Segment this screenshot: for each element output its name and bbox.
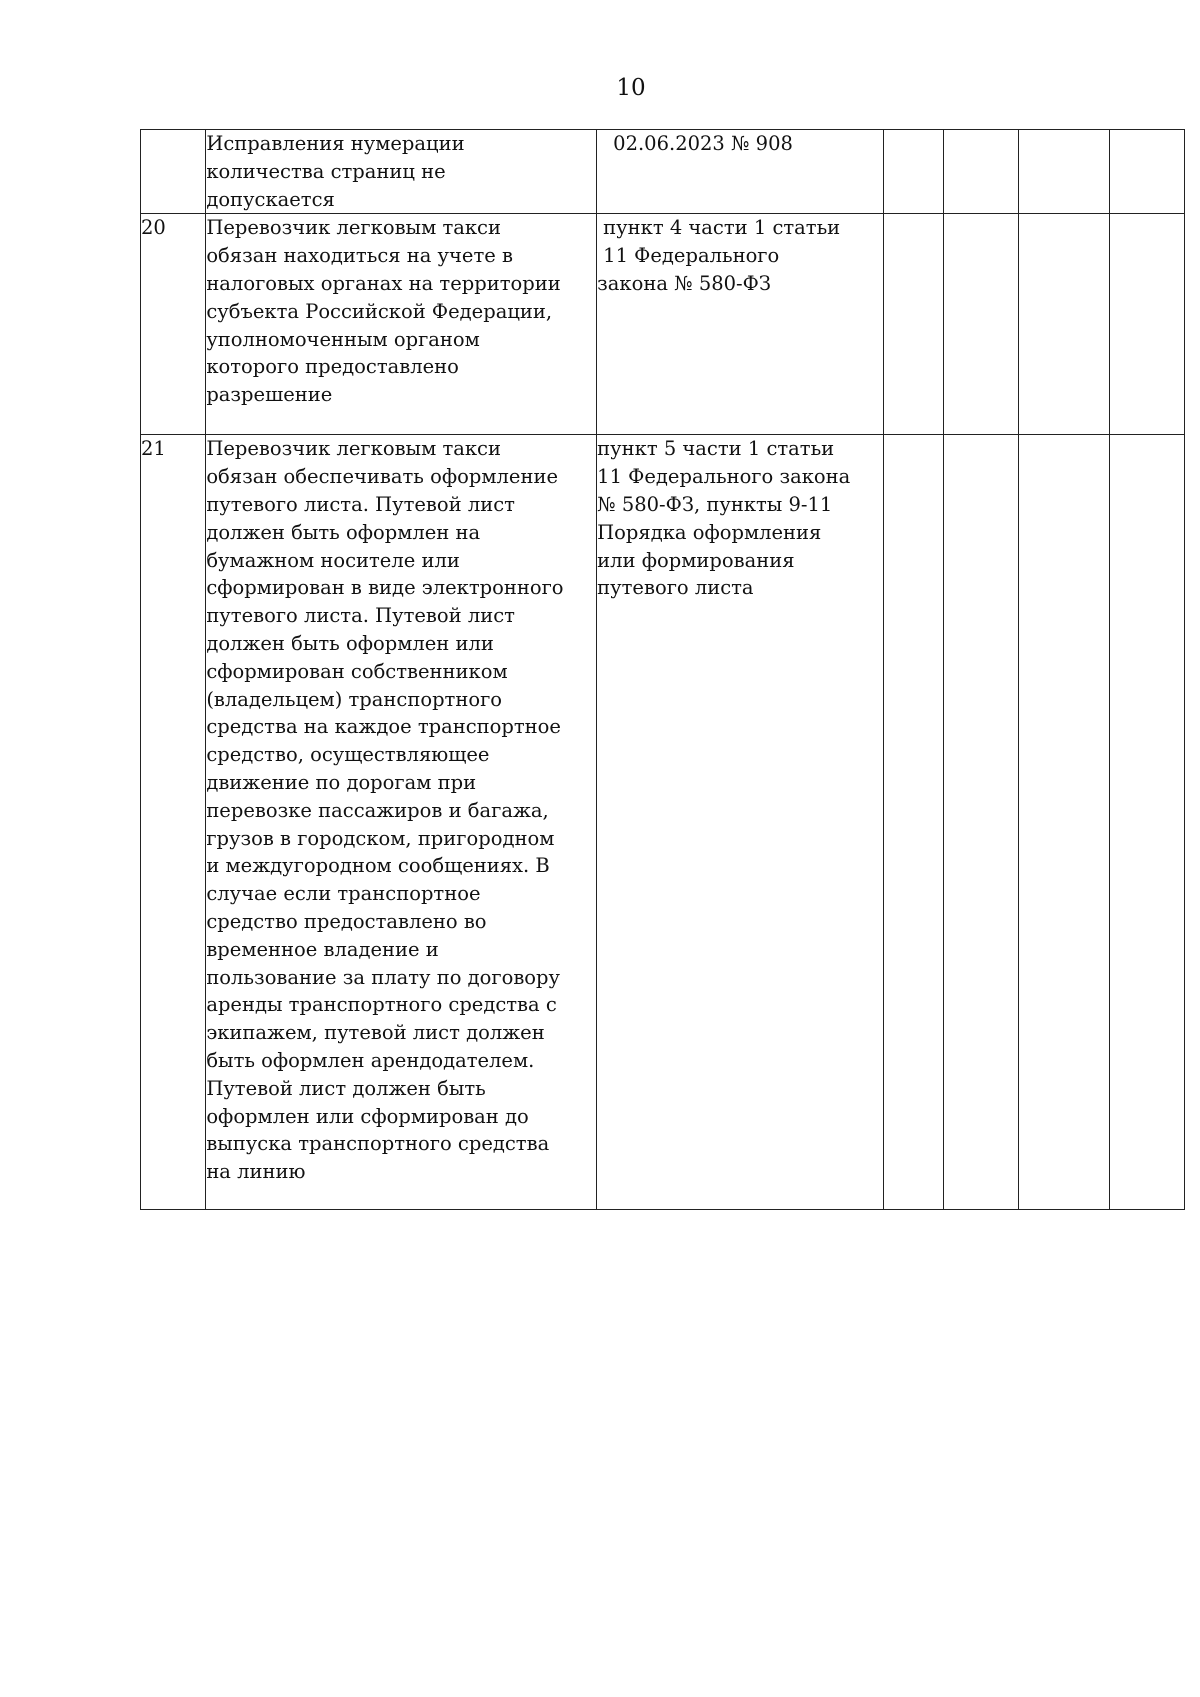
reference-cell <box>597 214 883 435</box>
requirement-line: обязан обеспечивать оформление <box>206 465 558 489</box>
requirement-line: Перевозчик легковым такси <box>206 216 501 240</box>
requirement-line: налоговых органах на территории <box>206 271 561 295</box>
requirement-line: временное владение и <box>206 937 439 961</box>
reference-line: 11 Федерального <box>603 244 780 268</box>
empty-cell <box>1109 435 1184 1210</box>
reference-line: № 580-ФЗ, пункты 9-11 <box>597 492 833 516</box>
reference-cell <box>597 130 883 214</box>
requirement-line: и междугородном сообщениях. В <box>206 854 550 878</box>
empty-cell <box>1019 214 1109 435</box>
requirement-line: субъекта Российской Федерации, <box>206 299 553 323</box>
requirement-line: должен быть оформлен на <box>206 520 481 544</box>
requirement-line: выпуска транспортного средства <box>206 1132 550 1156</box>
requirement-line: перевозке пассажиров и багажа, <box>206 798 549 822</box>
table-row <box>141 130 1185 214</box>
requirement-line: (владельцем) транспортного <box>206 687 503 711</box>
requirement-line: аренды транспортного средства с <box>206 993 557 1017</box>
requirement-line: оформлен или сформирован до <box>206 1104 529 1128</box>
reference-line: 11 Федерального закона <box>597 465 851 489</box>
requirement-line: обязан находиться на учете в <box>206 244 513 268</box>
reference-line: 02.06.2023 № 908 <box>613 132 793 155</box>
empty-cell <box>883 130 943 214</box>
requirement-line: сформирован в виде электронного <box>206 576 564 600</box>
requirement-line: бумажном носителе или <box>206 548 460 572</box>
empty-cell <box>1019 130 1109 214</box>
requirement-line: путевого листа. Путевой лист <box>206 492 515 516</box>
table-row <box>141 435 1185 1210</box>
reference-line: или формирования <box>597 548 795 572</box>
requirement-line: движение по дорогам при <box>206 770 477 794</box>
row-number-cell <box>141 130 206 214</box>
empty-cell <box>943 214 1018 435</box>
requirement-line: допускается <box>206 187 335 211</box>
empty-cell <box>1109 130 1184 214</box>
requirement-line: средство предоставлено во <box>206 909 487 933</box>
reference-line: путевого листа <box>597 576 754 600</box>
requirement-line: сформирован собственником <box>206 659 508 683</box>
reference-line: пункт 4 части 1 статьи <box>603 216 841 240</box>
requirement-line: которого предоставлено <box>206 355 459 379</box>
empty-cell <box>883 435 943 1210</box>
reference-line: пункт 5 части 1 статьи <box>597 437 835 461</box>
requirement-line: разрешение <box>206 383 333 407</box>
requirement-cell <box>206 130 597 214</box>
requirement-cell <box>206 435 597 1210</box>
requirement-cell <box>206 214 597 435</box>
requirement-line: Путевой лист должен быть <box>206 1076 486 1100</box>
requirement-line: должен быть оформлен или <box>206 631 494 655</box>
reference-line: Порядка оформления <box>597 520 822 544</box>
empty-cell <box>1019 435 1109 1210</box>
requirement-line: Перевозчик легковым такси <box>206 437 501 461</box>
reference-line: закона № 580-ФЗ <box>597 271 771 295</box>
empty-cell <box>883 214 943 435</box>
requirement-line: Исправления нумерации <box>206 132 465 155</box>
requirement-line: на линию <box>206 1160 306 1184</box>
requirement-line: путевого листа. Путевой лист <box>206 604 515 628</box>
requirements-table <box>140 129 1185 1210</box>
row-number-cell: 20 <box>141 214 206 435</box>
requirement-line: уполномоченным органом <box>206 327 480 351</box>
requirement-line: грузов в городском, пригородном <box>206 826 555 850</box>
requirement-line: средства на каждое транспортное <box>206 715 561 739</box>
requirement-line: быть оформлен арендодателем. <box>206 1048 535 1072</box>
row-number-cell: 21 <box>141 435 206 1210</box>
requirement-line: случае если транспортное <box>206 882 481 906</box>
requirement-line: экипажем, путевой лист должен <box>206 1021 545 1045</box>
requirement-line: количества страниц не <box>206 159 446 183</box>
page-number: 10 <box>616 75 646 101</box>
requirement-line: пользование за плату по договору <box>206 965 561 989</box>
table-row <box>141 214 1185 435</box>
empty-cell <box>943 435 1018 1210</box>
reference-cell <box>597 435 883 1210</box>
requirement-line: средство, осуществляющее <box>206 743 490 767</box>
empty-cell <box>1109 214 1184 435</box>
empty-cell <box>943 130 1018 214</box>
